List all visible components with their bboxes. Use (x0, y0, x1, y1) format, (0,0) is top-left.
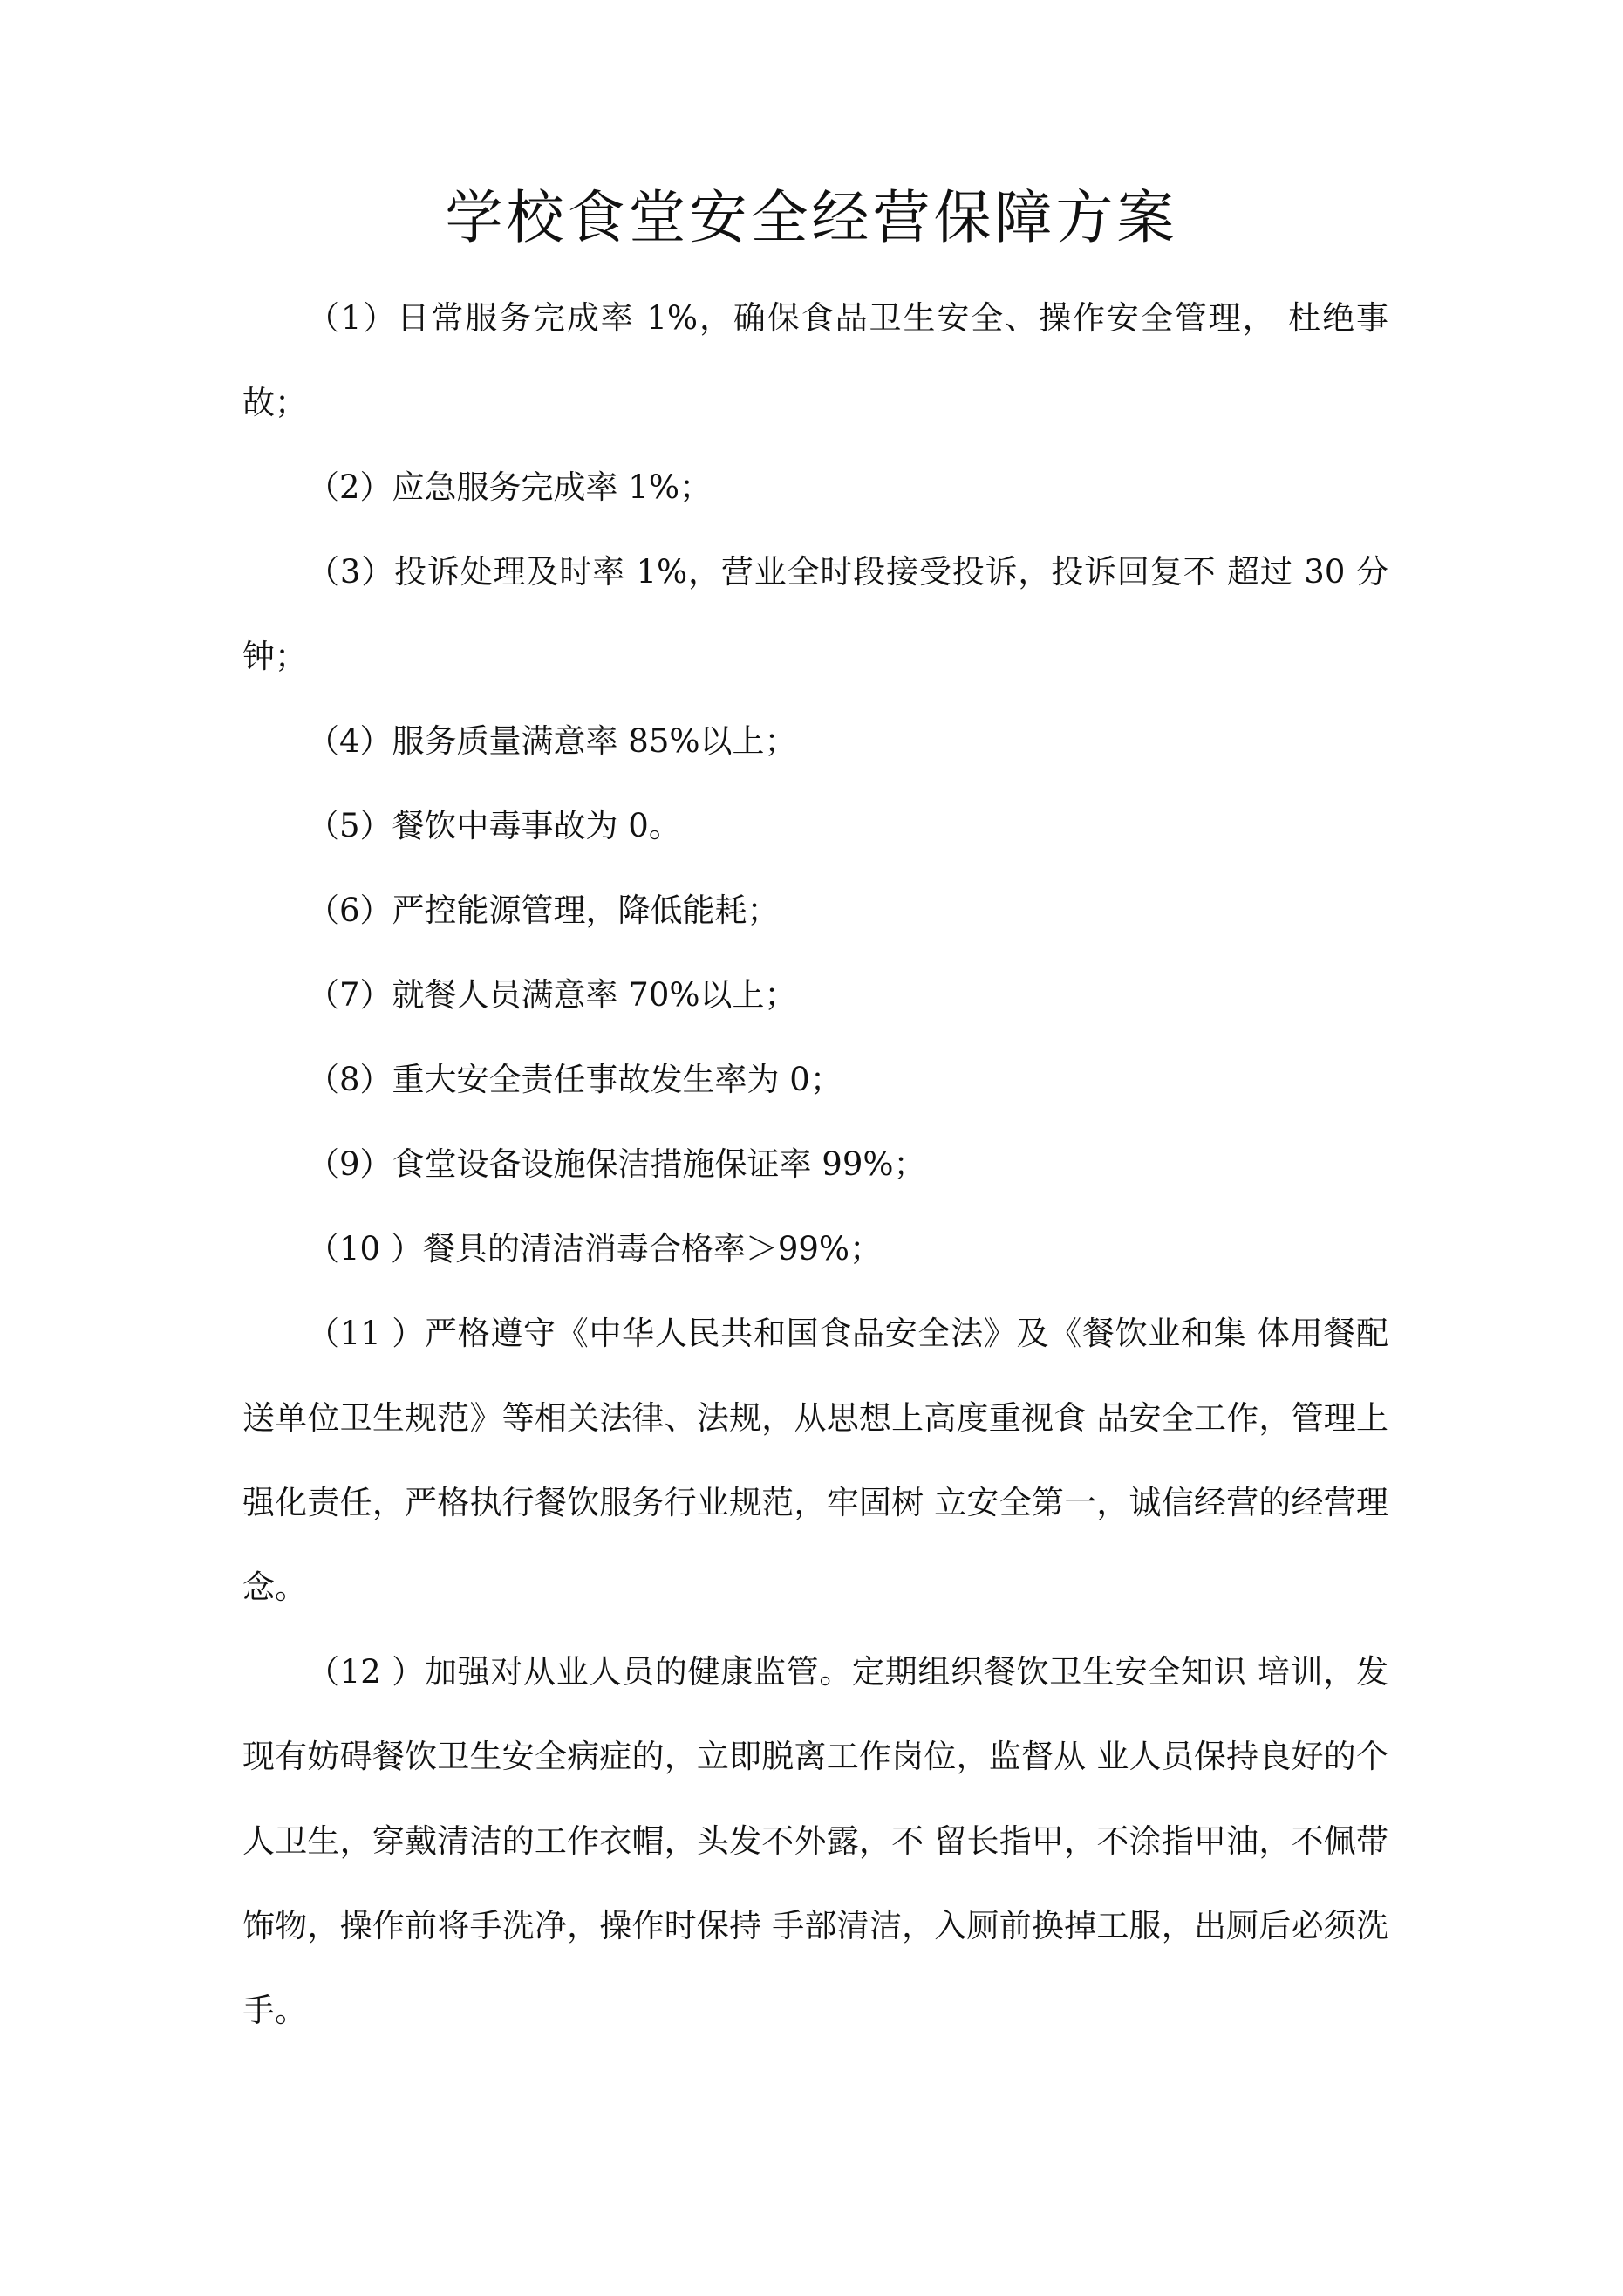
paragraph-10: （10 ）餐具的清洁消毒合格率＞99%； (307, 1230, 883, 1268)
paragraph-3: （3）投诉处理及时率 1%，营业全时段接受投诉，投诉回复不 超过 30 分钟； (242, 553, 1388, 675)
paragraph-7: （7）就餐人员满意率 70%以上； (307, 976, 797, 1014)
document-body (242, 276, 1388, 2053)
paragraph-6: （6）严控能源管理，降低能耗； (307, 892, 780, 929)
paragraph-4: （4）服务质量满意率 85%以上； (307, 722, 797, 760)
document-title: 学校食堂安全经营保障方案 (445, 184, 1178, 251)
paragraph-5: （5）餐饮中毒事故为 0。 (307, 807, 681, 844)
paragraph-8: （8）重大安全责任事故发生率为 0； (307, 1061, 842, 1098)
paragraph-11: （11 ）严格遵守《中华人民共和国食品安全法》及《餐饮业和集 体用餐配送单位卫生规范》等相关法律、法规，从思想上高度重视食 品安全工作，管理上强化责任，严格执行餐饮服务行业规范，牢固树 立安全第一，诚信经营的经营理念。 (242, 1315, 1388, 1606)
paragraph-12: （12 ）加强对从业人员的健康监管。定期组织餐饮卫生安全知识 培训，发现有妨碍餐饮卫生安全病症的，立即脱离工作岗位，监督从 业人员保持良好的个人卫生，穿戴清洁的工作衣帽，头发不外露，不 留长指甲，不涂指甲油，不佩带饰物，操作前将手洗净，操作时保持 手部清洁，入厕前换掉工服，出厕后必须洗手。 (242, 1653, 1388, 2029)
paragraph-1: （1）日常服务完成率 1%，确保食品卫生安全、操作安全管理， 杜绝事故； (242, 299, 1388, 421)
paragraph-9: （9）食堂设备设施保洁措施保证率 99%； (307, 1145, 926, 1183)
paragraph-2: （2）应急服务完成率 1%； (307, 468, 712, 506)
